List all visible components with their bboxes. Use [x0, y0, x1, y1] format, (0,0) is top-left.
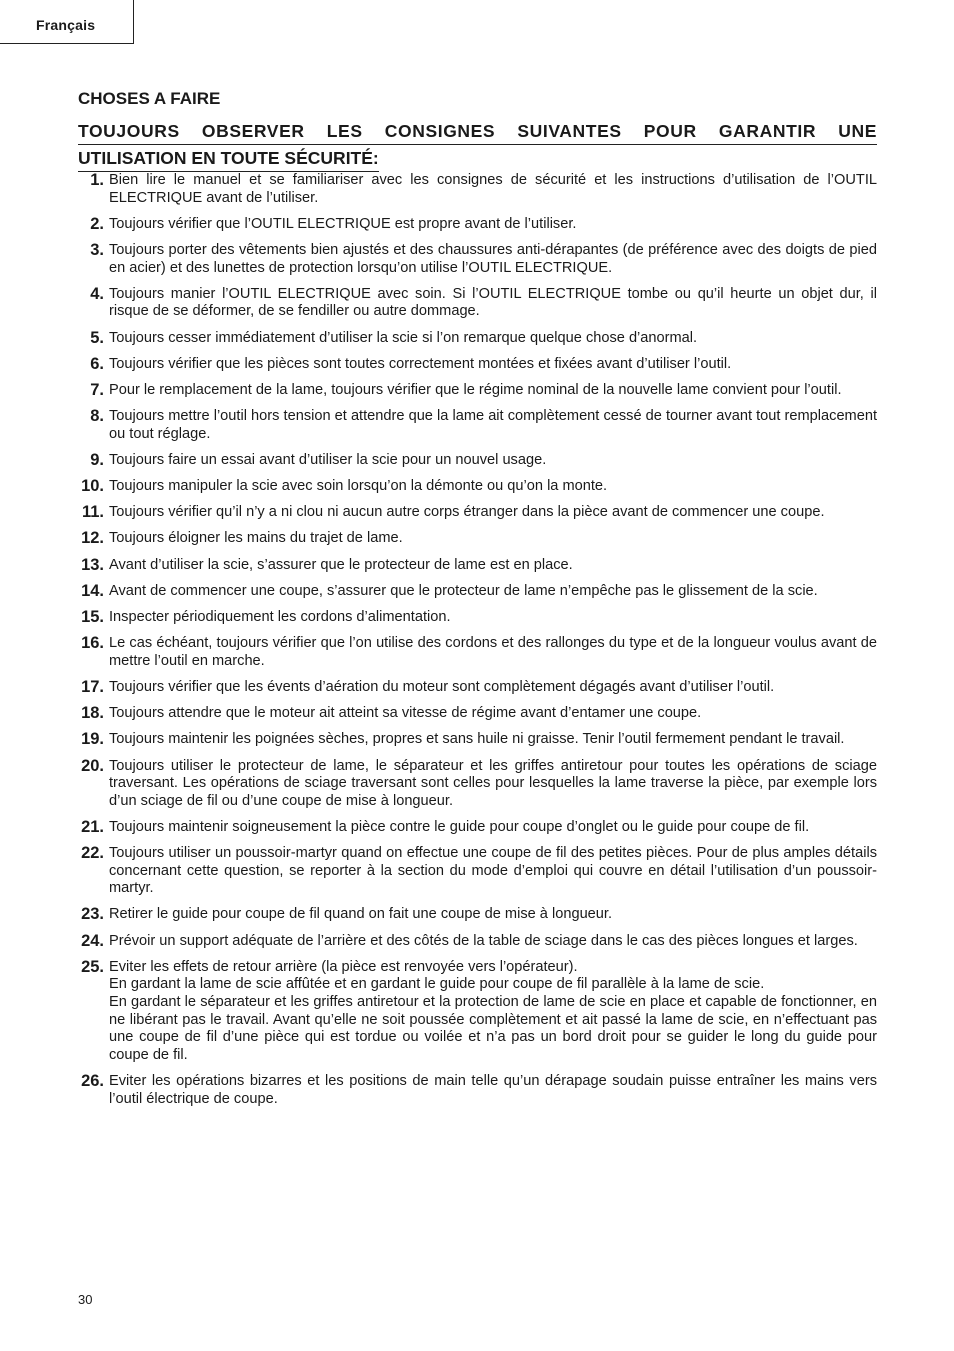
item-number: 24. [81, 931, 104, 950]
list-item [78, 705, 877, 723]
list-item [78, 819, 877, 837]
list-item [78, 959, 877, 1065]
item-text: Inspecter périodiquement les cordons d’alimentation. [109, 609, 451, 625]
list-item [78, 609, 877, 627]
list-item [78, 330, 877, 348]
item-text: Toujours maintenir les poignées sèches, propres et sans huile ni graisse. Tenir l’outil fermement pendant le travail. [109, 731, 845, 748]
item-number: 21. [81, 817, 104, 836]
item-text: Toujours utiliser le protecteur de lame, le séparateur et les griffes antiretour pour toutes les opérations de sciage traversant. Les opérations de sciage traversant sont celles pour lesquelles la lame traverse la pièce, par exemple lors d’un sciage de fil ou d’une coupe de mise à longueur. [109, 757, 877, 809]
item-text: Eviter les effets de retour arrière (la pièce est renvoyée vers l’opérateur). En gardant la lame de scie affûtée et en gardant le guide pour coupe de fil parallèle à la lame de scie. En gardant le séparateur et les griffes antiretour et la protection de lame de scie en place et capable de fonctionner, en ne libérant pas le travail. Avant qu’elle ne soit poussée complètement et ait passé la lame de scie, en n’effectuant pas une coupe de fil d’une pièce qui est tordue ou voilée et n’a pas un bord droit pour se guider le long du guide pour coupe de fil. [109, 958, 877, 1063]
heading-line-2: UTILISATION EN TOUTE SÉCURITÉ: [78, 145, 379, 172]
safety-heading [78, 118, 877, 172]
page-number: 30 [78, 1292, 93, 1307]
item-text: Retirer le guide pour coupe de fil quand on fait une coupe de mise à longueur. [109, 906, 613, 923]
item-text: Toujours vérifier que l’OUTIL ELECTRIQUE est propre avant de l’utiliser. [109, 215, 577, 232]
list-item [78, 845, 877, 898]
item-number: 22. [81, 844, 104, 863]
list-item [78, 731, 877, 749]
safety-rules-list [78, 172, 877, 1117]
item-number: 26. [81, 1072, 104, 1090]
list-item [78, 557, 877, 575]
list-item [78, 356, 877, 374]
item-text: Pour le remplacement de la lame, toujours vérifier que le régime nominal de la nouvelle lame convient pour l’outil. [109, 381, 842, 398]
item-number: 12. [81, 529, 104, 548]
item-number: 17. [81, 677, 104, 696]
item-number: 11. [81, 503, 104, 522]
item-number: 1. [90, 171, 104, 189]
list-item [78, 172, 877, 207]
list-item [78, 1073, 877, 1108]
item-text: Bien lire le manuel et se familiariser avec les consignes de sécurité et les instructions d’utilisation de l’OUTIL ELECTRIQUE avant de l’utiliser. [109, 172, 877, 206]
item-text: Toujours manier l’OUTIL ELECTRIQUE avec soin. Si l’OUTIL ELECTRIQUE tombe ou qu’il heurte un objet dur, il risque de se déformer, de se fendiller ou autre dommage. [109, 285, 877, 320]
language-label: Français [36, 17, 96, 33]
item-number: 2. [90, 214, 104, 233]
item-text: Toujours mettre l’outil hors tension et attendre que la lame ait complètement cessé de tourner avant tout remplacement ou tout réglage. [109, 408, 877, 442]
item-text: Toujours utiliser un poussoir-martyr quand on effectue une coupe de fil des petites pièces. Pour de plus amples détails concernant cette question, se reporter à la section du mode d’emploi qui couvre en détail l’utilisation d’un poussoir-martyr. [109, 845, 877, 897]
item-number: 6. [90, 354, 104, 373]
item-text: Toujours éloigner les mains du trajet de lame. [109, 530, 403, 547]
item-number: 13. [81, 555, 104, 574]
item-number: 10. [81, 477, 104, 496]
item-number: 20. [81, 756, 104, 775]
language-tab [0, 0, 134, 44]
list-item [78, 933, 877, 951]
item-text: Avant de commencer une coupe, s’assurer que le protecteur de lame n’empêche pas le glissement de la scie. [109, 582, 818, 599]
list-item [78, 216, 877, 234]
list-item [78, 478, 877, 496]
item-number: 5. [90, 328, 104, 347]
list-item [78, 408, 877, 443]
item-number: 8. [90, 407, 104, 426]
list-item [78, 906, 877, 924]
list-item [78, 286, 877, 321]
item-number: 23. [81, 905, 104, 924]
item-text: Toujours attendre que le moteur ait atteint sa vitesse de régime avant d’entamer une coupe. [109, 705, 702, 722]
section-title: CHOSES A FAIRE [78, 89, 221, 108]
item-text: Toujours vérifier que les évents d’aération du moteur sont complètement dégagés avant d’utiliser l’outil. [109, 678, 775, 695]
list-item [78, 382, 877, 400]
list-item [78, 679, 877, 697]
item-number: 9. [90, 450, 104, 469]
item-text: Toujours cesser immédiatement d’utiliser la scie si l’on remarque quelque chose d’anormal. [109, 329, 698, 346]
item-number: 25. [81, 957, 104, 976]
list-item [78, 635, 877, 670]
heading-line-1: TOUJOURS OBSERVER LES CONSIGNES SUIVANTES POUR GARANTIR UNE [78, 118, 877, 145]
item-text: Toujours vérifier que les pièces sont toutes correctement montées et fixées avant d’utiliser l’outil. [109, 355, 732, 372]
item-number: 16. [81, 634, 104, 653]
list-item [78, 504, 877, 522]
item-number: 14. [81, 581, 104, 600]
item-number: 15. [81, 608, 104, 626]
item-number: 19. [81, 730, 104, 749]
list-item [78, 242, 877, 277]
list-item [78, 452, 877, 470]
list-item [78, 530, 877, 548]
item-number: 3. [90, 240, 104, 259]
item-text: Avant d’utiliser la scie, s’assurer que le protecteur de lame est en place. [109, 556, 573, 573]
list-item [78, 758, 877, 811]
item-number: 7. [90, 380, 104, 399]
item-number: 18. [81, 704, 104, 723]
item-text: Prévoir un support adéquate de l’arrière et des côtés de la table de sciage dans le cas des pièces longues et larges. [109, 932, 858, 949]
item-text: Toujours manipuler la scie avec soin lorsqu’on la démonte ou qu’on la monte. [109, 478, 608, 495]
list-item [78, 583, 877, 601]
item-text: Toujours maintenir soigneusement la pièce contre le guide pour coupe d’onglet ou le guide pour coupe de fil. [109, 818, 810, 835]
item-text: Eviter les opérations bizarres et les positions de main telle qu’un dérapage soudain puisse entraîner les mains vers l’outil électrique de coupe. [109, 1073, 877, 1107]
item-text: Toujours porter des vêtements bien ajustés et des chaussures anti-dérapantes (de préférence avec des doigts de pied en acier) et des lunettes de protection lorsqu’on utilise l’OUTIL ELECTRIQUE. [109, 241, 877, 276]
item-text: Le cas échéant, toujours vérifier que l’on utilise des cordons et des rallonges du type et de la longueur voulus avant de mettre l’outil en marche. [109, 635, 877, 669]
item-text: Toujours vérifier qu’il n’y a ni clou ni aucun autre corps étranger dans la pièce avant de commencer une coupe. [109, 504, 825, 521]
item-number: 4. [90, 284, 104, 303]
item-text: Toujours faire un essai avant d’utiliser la scie pour un nouvel usage. [109, 451, 547, 468]
